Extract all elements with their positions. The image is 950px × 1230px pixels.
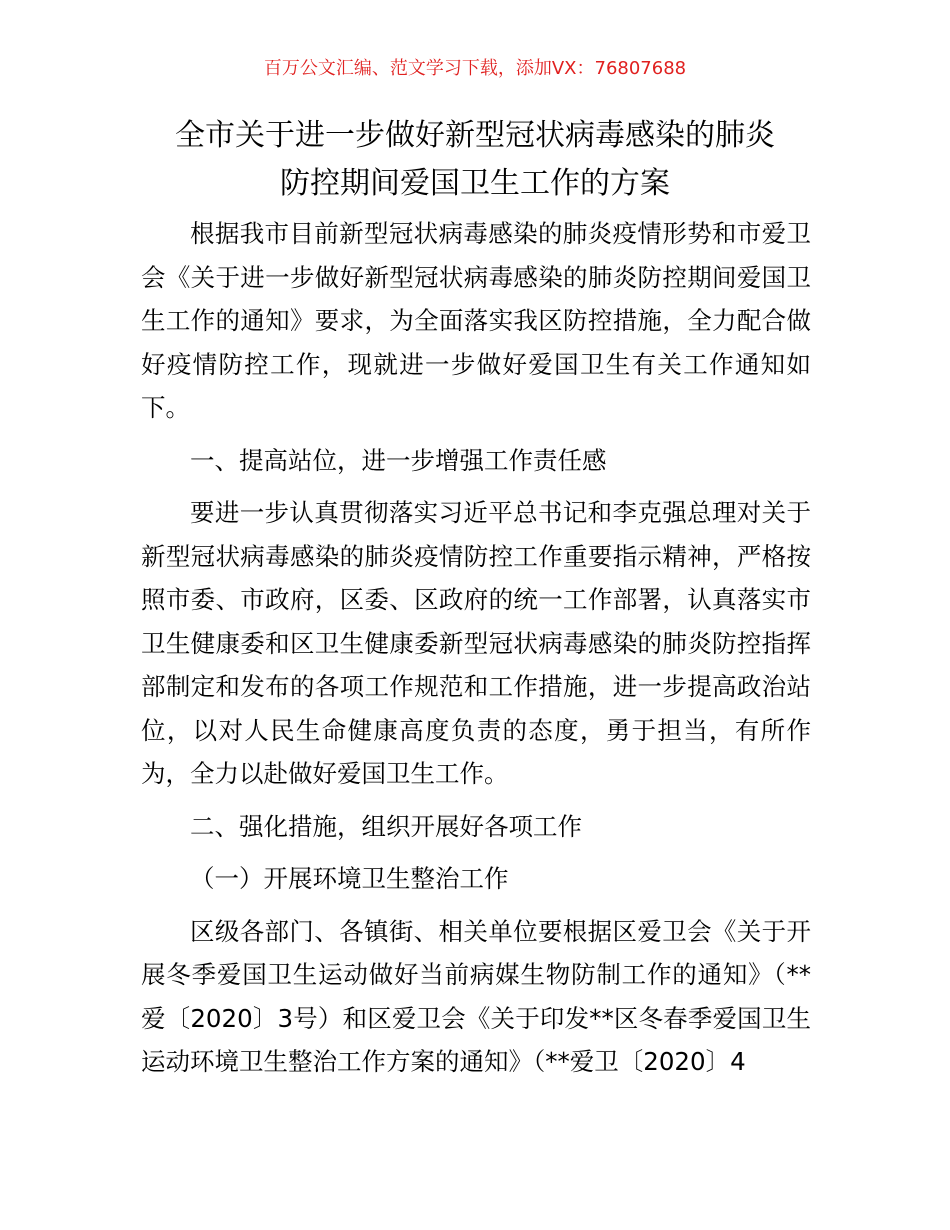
document-body	[141, 212, 811, 1093]
section-1-heading: 一、提高站位，进一步增强工作责任感	[190, 445, 607, 475]
title-line-2: 防控期间爱国卫生工作的方案	[280, 166, 670, 201]
document-title	[120, 112, 830, 208]
section-1-paragraph: 要进一步认真贯彻落实习近平总书记和李克强总理对关于新型冠状病毒感染的肺炎疫情防控工作重要指示精神，严格按照市委、市政府，区委、区政府的统一工作部署，认真落实市卫生健康委和区卫生健康委新型冠状病毒感染的肺炎防控指挥部制定和发布的各项工作规范和工作措施，进一步提高政治站位，以对人民生命健康高度负责的态度，勇于担当，有所作为，全力以赴做好爱国卫生工作。	[141, 498, 811, 788]
section-2-sub-1-paragraph: 区级各部门、各镇街、相关单位要根据区爱卫会《关于开展冬季爱国卫生运动做好当前病媒生物防制工作的通知》（**爱〔2020〕3号）和区爱卫会《关于印发**区冬春季爱国卫生运动环境卫生整治工作方案的通知》（**爱卫〔2020〕4	[141, 916, 811, 1076]
header-watermark-note: 百万公文汇编、范文学习下载，添加VX：76807688	[263, 58, 687, 79]
section-2-subheading-1: （一）开展环境卫生整治工作	[190, 864, 509, 893]
title-line-1: 全市关于进一步做好新型冠状病毒感染的肺炎	[175, 118, 775, 153]
section-2-heading: 二、强化措施，组织开展好各项工作	[190, 811, 582, 841]
intro-paragraph: 根据我市目前新型冠状病毒感染的肺炎疫情形势和市爱卫会《关于进一步做好新型冠状病毒感染的肺炎防控期间爱国卫生工作的通知》要求，为全面落实我区防控措施，全力配合做好疫情防控工作，现就进一步做好爱国卫生有关工作通知如下。	[141, 219, 811, 422]
